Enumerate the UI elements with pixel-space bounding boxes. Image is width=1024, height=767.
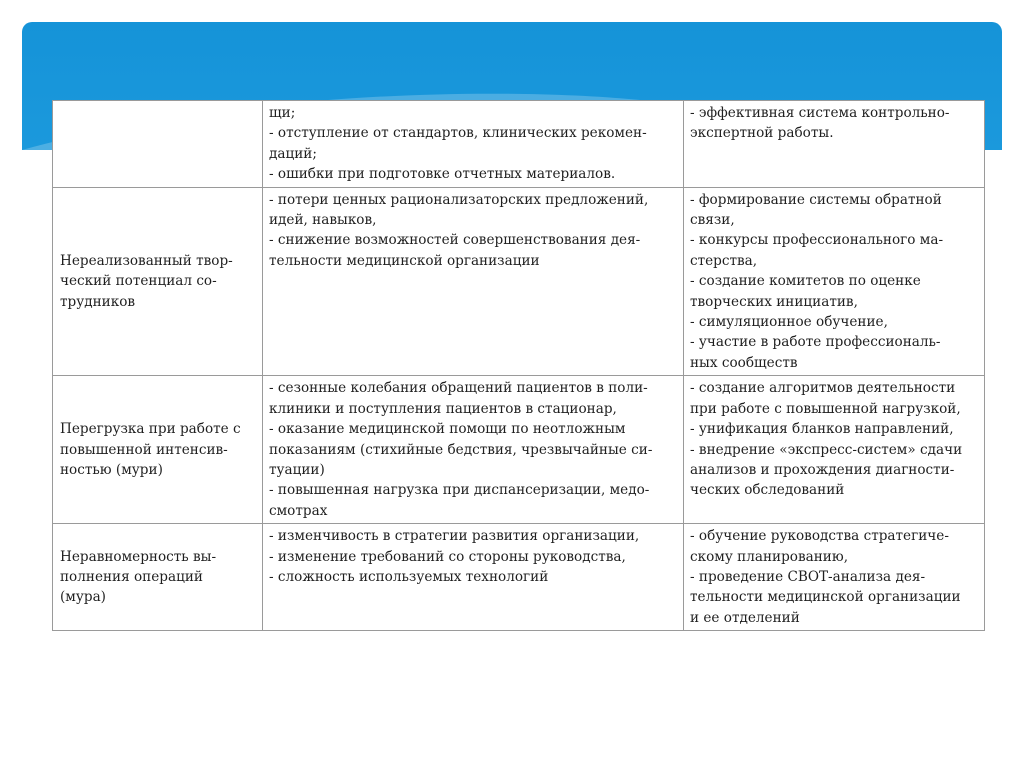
solution-line: стерства,: [690, 252, 758, 269]
cause-line: - сложность используемых технологий: [269, 568, 549, 585]
problems-table-container: [52, 100, 984, 624]
solution-line: - внедрение «экспресс-систем» сдачи: [690, 441, 963, 458]
solution-line: - унификация бланков направлений,: [690, 421, 954, 438]
solution-line: экспертной работы.: [690, 125, 834, 142]
cause-line: щи;: [269, 105, 296, 121]
solution-line: - проведение СВОТ-анализа дея-: [690, 568, 926, 585]
problem-cell: [53, 524, 263, 631]
solution-line: - симуляционное обучение,: [690, 314, 888, 331]
cause-line: идей, навыков,: [269, 212, 377, 229]
cause-line: - отступление от стандартов, клинических рекомен-: [269, 125, 647, 142]
solution-line: ных сообществ: [690, 354, 798, 371]
problem-line: полнения операций: [60, 568, 203, 585]
cause-line: тельности медицинской организации: [269, 252, 540, 269]
problem-line: Нереализованный твор-: [60, 252, 233, 269]
problem-line: повышенной интенсив-: [60, 441, 228, 458]
solution-line: ческих обследований: [690, 482, 845, 499]
solution-line: - создание алгоритмов деятельности: [690, 380, 956, 397]
causes-cell: [263, 524, 684, 631]
solution-line: - создание комитетов по оценке: [690, 273, 921, 290]
solution-line: - формирование системы обратной: [690, 191, 942, 208]
cause-line: - ошибки при подготовке отчетных материалов.: [269, 166, 616, 183]
cause-line: - изменчивость в стратегии развития организации,: [269, 528, 640, 545]
solution-line: - конкурсы профессионального ма-: [690, 232, 944, 249]
cause-line: - потери ценных рационализаторских предложений,: [269, 191, 649, 208]
solution-line: связи,: [690, 212, 735, 229]
solution-line: - участие в работе профессиональ-: [690, 334, 941, 351]
cause-line: показаниям (стихийные бедствия, чрезвычайные си-: [269, 441, 653, 458]
cause-line: - оказание медицинской помощи по неотложным: [269, 421, 626, 438]
table-row: [53, 101, 985, 188]
problem-cell: [53, 101, 263, 188]
causes-cell: [263, 101, 684, 188]
solution-line: творческих инициатив,: [690, 293, 858, 310]
cause-line: - изменение требований со стороны руководства,: [269, 548, 626, 565]
table-row: [53, 187, 985, 376]
solution-line: - обучение руководства стратегиче-: [690, 528, 949, 545]
problem-line: Неравномерность вы-: [60, 548, 217, 565]
problem-line: трудников: [60, 293, 136, 310]
problem-line: ческий потенциал со-: [60, 273, 217, 290]
problem-cell: [53, 376, 263, 524]
cause-line: смотрах: [269, 502, 328, 519]
problem-line: ностью (мури): [60, 461, 163, 478]
cause-line: - снижение возможностей совершенствования дея-: [269, 232, 641, 249]
causes-cell: [263, 376, 684, 524]
solution-line: скому планированию,: [690, 548, 849, 565]
solutions-cell: [684, 376, 985, 524]
solution-line: тельности медицинской организации: [690, 589, 961, 606]
problem-line: Перегрузка при работе с: [60, 421, 241, 438]
solution-line: при работе с повышенной нагрузкой,: [690, 400, 961, 417]
solution-line: - эффективная система контрольно-: [690, 105, 950, 121]
cause-line: - сезонные колебания обращений пациентов в поли-: [269, 380, 648, 397]
cause-line: туации): [269, 461, 325, 478]
cause-line: даций;: [269, 145, 317, 162]
problem-cell: [53, 187, 263, 376]
problems-table: [52, 100, 985, 631]
solution-line: анализов и прохождения диагности-: [690, 461, 955, 478]
solution-line: и ее отделений: [690, 609, 800, 626]
cause-line: - повышенная нагрузка при диспансеризации, медо-: [269, 482, 650, 499]
table-row: [53, 376, 985, 524]
solutions-cell: [684, 524, 985, 631]
cause-line: клиники и поступления пациентов в стационар,: [269, 400, 617, 417]
causes-cell: [263, 187, 684, 376]
table-row: [53, 524, 985, 631]
solutions-cell: [684, 187, 985, 376]
solutions-cell: [684, 101, 985, 188]
problem-line: (мура): [60, 589, 106, 606]
